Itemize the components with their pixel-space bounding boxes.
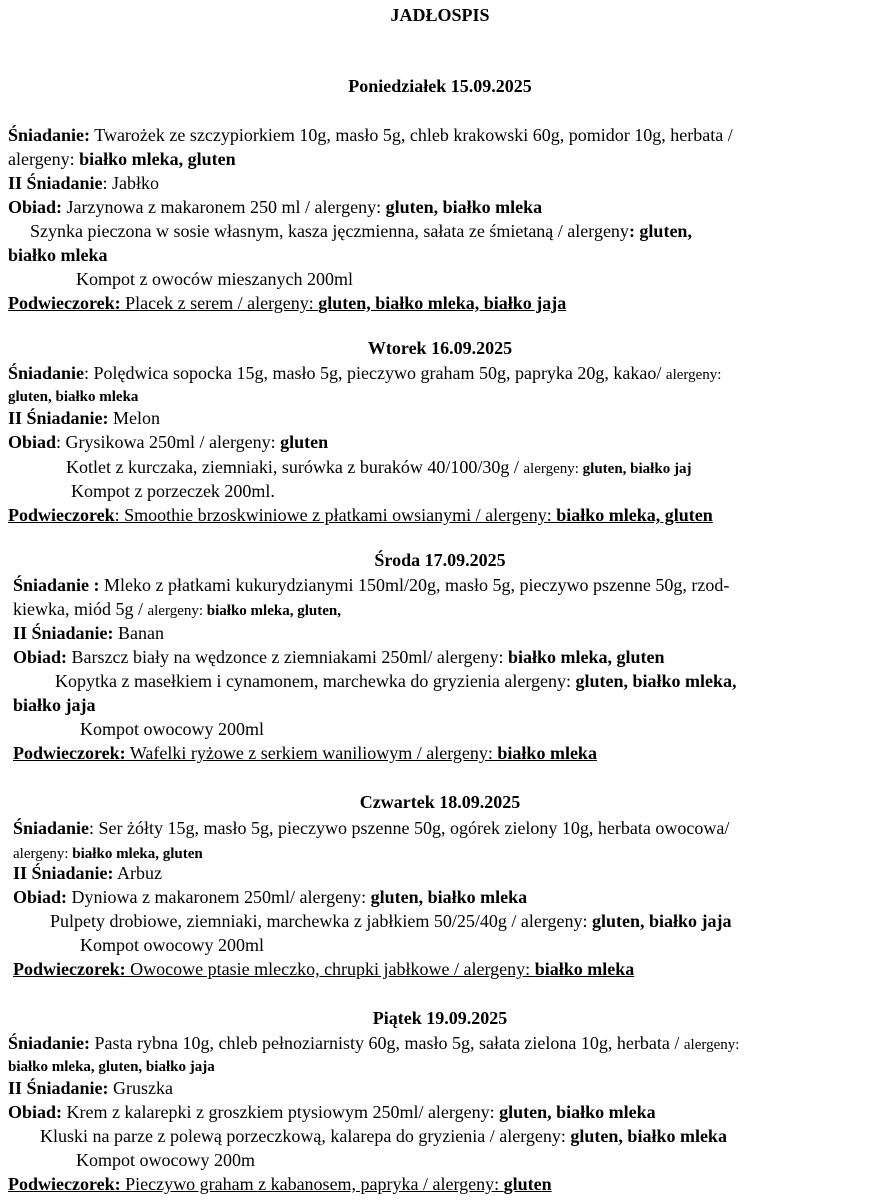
thursday-second-breakfast: II Śniadanie: Arbuz xyxy=(13,863,163,883)
friday-compote: Kompot owocowy 200m xyxy=(76,1150,255,1170)
wednesday-lunch-main: Kopytka z masełkiem i cynamonem, marchewka do gryzienia alergeny: gluten, białko mleka, xyxy=(55,671,737,691)
wednesday-snack: Podwieczorek: Wafelki ryżowe z serkiem waniliowym / alergeny: białko mleka xyxy=(13,743,597,763)
monday-compote: Kompot z owoców mieszanych 200ml xyxy=(76,269,353,289)
thursday-snack: Podwieczorek: Owocowe ptasie mleczko, chrupki jabłkowe / alergeny: białko mleka xyxy=(13,959,635,979)
wednesday-lunch-main-allergens: białko jaja xyxy=(13,695,96,715)
wednesday-second-breakfast: II Śniadanie: Banan xyxy=(13,623,165,643)
tuesday-compote: Kompot z porzeczek 200ml. xyxy=(71,481,275,501)
tuesday-snack: Podwieczorek: Smoothie brzoskwiniowe z płatkami owsianymi / alergeny: białko mleka, gluten xyxy=(8,505,713,525)
thursday-breakfast: Śniadanie: Ser żółty 15g, masło 5g, pieczywo pszenne 50g, ogórek zielony 10g, herbata owocowa/ xyxy=(13,818,730,838)
friday-snack: Podwieczorek: Pieczywo graham z kabanosem, papryka / alergeny: gluten xyxy=(8,1174,552,1194)
monday-lunch-main: Szynka pieczona w sosie własnym, kasza jęczmienna, sałata ze śmietaną / alergeny: gluten, xyxy=(30,221,692,241)
friday-second-breakfast: II Śniadanie: Gruszka xyxy=(8,1078,174,1098)
tuesday-second-breakfast: II Śniadanie: Melon xyxy=(8,408,161,428)
friday-lunch-main: Kluski na parze z polewą porzeczkową, kalarepa do gryzienia / alergeny: gluten, białko mleka xyxy=(40,1126,727,1146)
day-heading-thursday: Czwartek 18.09.2025 xyxy=(359,792,521,812)
monday-snack: Podwieczorek: Placek z serem / alergeny: gluten, białko mleka, białko jaja xyxy=(8,293,567,313)
monday-breakfast: Śniadanie: Twarożek ze szczypiorkiem 10g, masło 5g, chleb krakowski 60g, pomidor 10g, herbata / xyxy=(8,125,733,145)
thursday-compote: Kompot owocowy 200ml xyxy=(80,935,264,955)
friday-lunch-soup: Obiad: Krem z kalarepki z groszkiem ptysiowym 250ml/ alergeny: gluten, białko mleka xyxy=(8,1102,656,1122)
monday-breakfast-allergens: alergeny: białko mleka, gluten xyxy=(8,149,236,169)
tuesday-lunch-main: Kotlet z kurczaka, ziemniaki, surówka z buraków 40/100/30g / alergeny: gluten, białko jaj xyxy=(66,457,692,477)
tuesday-breakfast: Śniadanie: Polędwica sopocka 15g, masło 5g, pieczywo graham 50g, papryka 20g, kakao/ alergeny: xyxy=(8,363,722,383)
wednesday-breakfast-allergens: kiewka, miód 5g / alergeny: białko mleka, gluten, xyxy=(13,599,341,619)
monday-lunch-main-allergens: białko mleka xyxy=(8,245,108,265)
day-heading-monday: Poniedziałek 15.09.2025 xyxy=(348,76,532,96)
day-heading-wednesday: Środa 17.09.2025 xyxy=(374,550,506,570)
day-heading-friday: Piątek 19.09.2025 xyxy=(372,1008,508,1028)
page-title: JADŁOSPIS xyxy=(390,5,490,25)
thursday-lunch-main: Pulpety drobiowe, ziemniaki, marchewka z jabłkiem 50/25/40g / alergeny: gluten, białko jaja xyxy=(50,911,732,931)
tuesday-lunch-soup: Obiad: Grysikowa 250ml / alergeny: gluten xyxy=(8,432,329,452)
monday-second-breakfast: II Śniadanie: Jabłko xyxy=(8,173,160,193)
wednesday-breakfast: Śniadanie : Mleko z płatkami kukurydzianymi 150ml/20g, masło 5g, pieczywo pszenne 50g, rzod- xyxy=(13,575,730,595)
tuesday-breakfast-allergens: gluten, białko mleka xyxy=(8,389,139,405)
day-heading-tuesday: Wtorek 16.09.2025 xyxy=(367,338,513,358)
wednesday-lunch-soup: Obiad: Barszcz biały na wędzonce z ziemniakami 250ml/ alergeny: białko mleka, gluten xyxy=(13,647,665,667)
monday-lunch-soup: Obiad: Jarzynowa z makaronem 250 ml / alergeny: gluten, białko mleka xyxy=(8,197,543,217)
wednesday-compote: Kompot owocowy 200ml xyxy=(80,719,264,739)
thursday-breakfast-allergens: alergeny: białko mleka, gluten xyxy=(13,846,203,862)
thursday-lunch-soup: Obiad: Dyniowa z makaronem 250ml/ alergeny: gluten, białko mleka xyxy=(13,887,528,907)
friday-breakfast: Śniadanie: Pasta rybna 10g, chleb pełnoziarnisty 60g, masło 5g, sałata zielona 10g, herbata / alergeny: xyxy=(8,1033,740,1053)
friday-breakfast-allergens: białko mleka, gluten, białko jaja xyxy=(8,1059,215,1075)
